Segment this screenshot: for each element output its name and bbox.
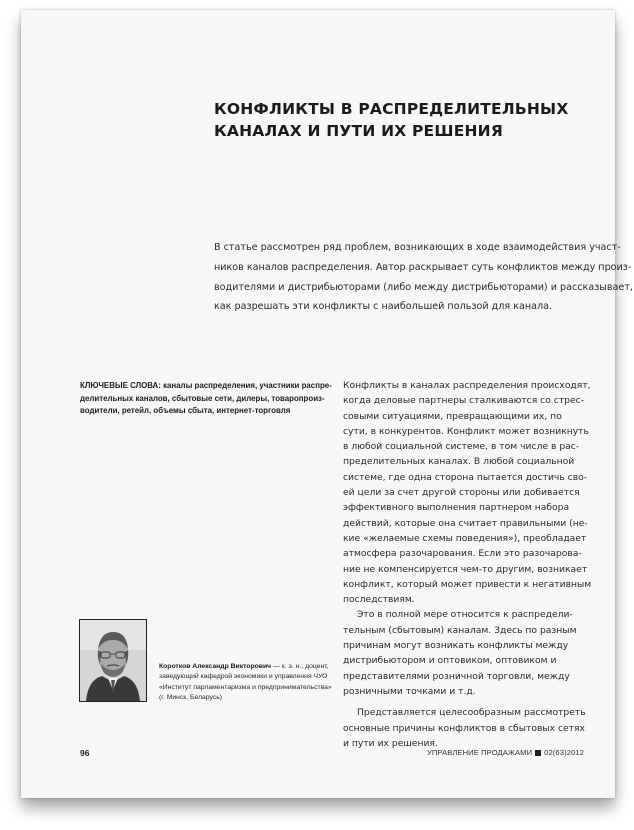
author-name: Коротков Александр Викторович	[159, 663, 272, 670]
keywords-block	[80, 380, 332, 418]
keywords-line: делительных каналов, сбытовые сети, дилеры, товаропроиз-	[80, 393, 325, 403]
body-line: основные причины конфликтов в сбытовых сетях	[343, 722, 585, 734]
body-line: системе, где одна сторона пытается достичь сво-	[343, 471, 588, 483]
body-line: причинам могут возникать конфликты между	[343, 640, 569, 652]
body-line: эффективного выполнения партнером набора	[343, 502, 570, 514]
body-line: последствиям.	[343, 594, 415, 606]
article-lead	[214, 238, 633, 317]
journal-name: УПРАВЛЕНИЕ ПРОДАЖАМИ	[426, 748, 533, 757]
article-title	[214, 98, 594, 142]
body-line: ей цели за счет другой стороны или добивается	[343, 487, 580, 499]
author-degree: — к. э. н., доцент,	[271, 663, 329, 670]
author-portrait-image	[80, 620, 146, 701]
body-line: и пути их решения.	[343, 737, 438, 749]
title-line: КАНАЛАХ И ПУТИ ИХ РЕШЕНИЯ	[214, 122, 503, 140]
body-line: пределительных каналах. В любой социальной	[343, 456, 575, 468]
body-line: действий, которые она считает правильными (не-	[343, 517, 588, 529]
body-line: ние не компенсируется чем-то другим, возникает	[343, 563, 588, 575]
page-sheet	[21, 10, 633, 798]
author-line	[159, 662, 331, 672]
body-line: когда деловые партнеры сталкиваются со стрес-	[343, 395, 585, 407]
title-line: КОНФЛИКТЫ В РАСПРЕДЕЛИТЕЛЬНЫХ	[214, 100, 569, 118]
body-line: кие «желаемые схемы поведения»), преобладает	[343, 532, 587, 544]
body-text	[343, 378, 595, 751]
author-line: заведующий кафедрой экономики и управления ЧУО	[159, 673, 328, 681]
lead-line: как разрешать эти конфликты с наибольшей пользой для канала.	[214, 301, 553, 313]
author-info	[159, 662, 331, 704]
author-photo	[79, 619, 147, 702]
body-line: Это в полной мере относится к распредели-	[357, 609, 573, 621]
body-line: Представляется целесообразным рассмотреть	[357, 707, 586, 719]
body-line: атмосфера разочарования. Если это разочарова-	[343, 548, 582, 560]
journal-footer	[427, 748, 584, 757]
keywords-line: водители, ретейл, объемы сбыта, интернет-торговля	[80, 406, 291, 416]
body-line: дистрибьютором и оптовиком, оптовиком и	[343, 655, 557, 667]
page-number: 96	[80, 748, 90, 758]
lead-line: В статье рассмотрен ряд проблем, возникающих в ходе взаимодействия участ-	[214, 242, 621, 253]
body-line: конфликт, который может привести к негативным	[343, 578, 592, 590]
lead-line: ников каналов распределения. Автор раскрывает суть конфликтов между произ-	[214, 261, 632, 273]
keywords-line: КЛЮЧЕВЫЕ СЛОВА: каналы распределения, участники распре-	[80, 381, 332, 390]
body-line: совыми ситуациями, превращающими их, по	[343, 410, 562, 422]
body-line: сути, в конкурентов. Конфликт может возникнуть	[343, 425, 589, 437]
author-line: (г. Минск, Беларусь)	[159, 694, 223, 702]
journal-issue: 02(63)2012	[544, 748, 584, 757]
body-line: представителями розничной торговли, между	[343, 670, 570, 682]
body-line: Конфликты в каналах распределения происходят,	[343, 380, 591, 391]
body-line: в любой социальной системе, в том числе в рас-	[343, 441, 580, 453]
body-line: розничными точками и т.д.	[343, 685, 476, 697]
body-line: тельным (сбытовым) каналам. Здесь по разным	[343, 624, 577, 636]
square-bullet-icon	[535, 750, 541, 756]
lead-line: водителями и дистрибьюторами (либо между дистрибьюторами) и рассказывает,	[214, 281, 633, 293]
author-line: «Институт парламентаризма и предпринимательства»	[159, 683, 332, 691]
